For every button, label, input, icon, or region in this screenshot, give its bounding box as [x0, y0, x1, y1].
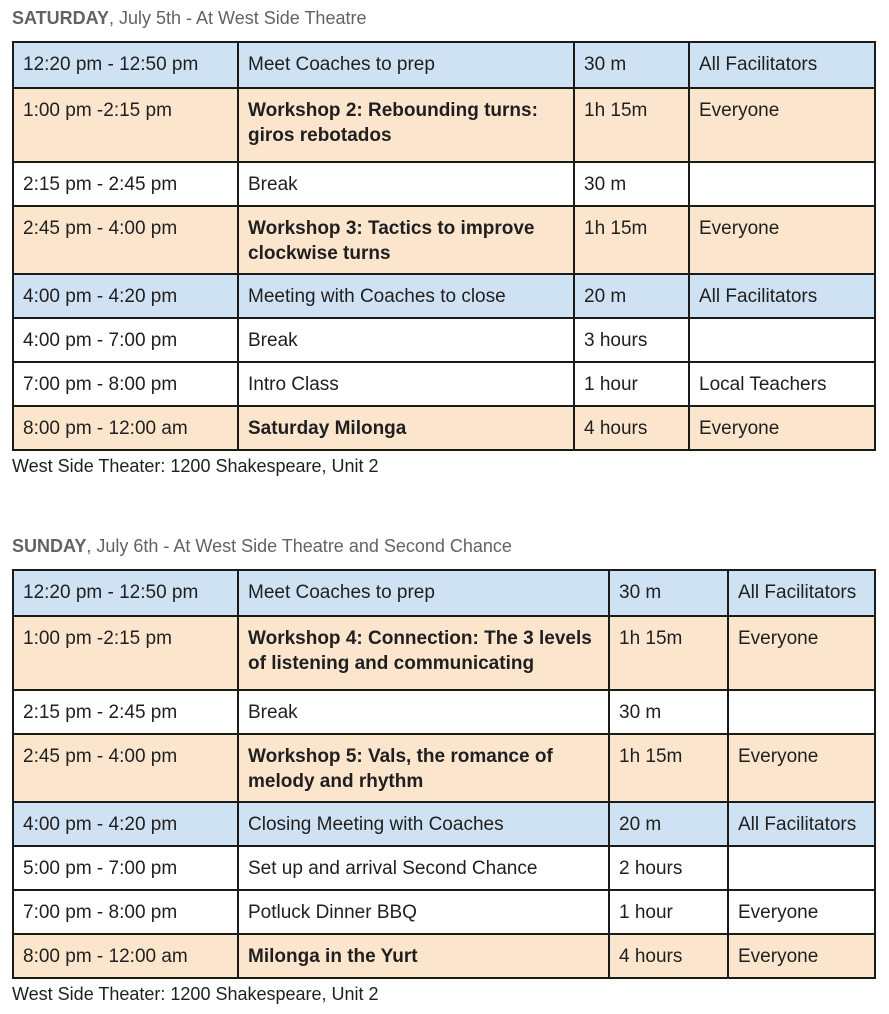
duration-cell: 20 m [609, 802, 728, 846]
audience-cell [689, 318, 875, 362]
audience-cell: Everyone [728, 734, 875, 802]
duration-cell: 30 m [574, 162, 689, 206]
time-cell: 4:00 pm - 4:20 pm [13, 802, 238, 846]
audience-cell: All Facilitators [689, 274, 875, 318]
schedule-row [13, 162, 875, 206]
sunday-heading [12, 536, 512, 557]
time-cell: 5:00 pm - 7:00 pm [13, 846, 238, 890]
duration-cell: 2 hours [609, 846, 728, 890]
audience-cell: Local Teachers [689, 362, 875, 406]
schedule-row [13, 88, 875, 162]
time-cell: 2:15 pm - 2:45 pm [13, 690, 238, 734]
duration-cell: 4 hours [609, 934, 728, 978]
time-cell: 4:00 pm - 7:00 pm [13, 318, 238, 362]
activity-cell: Set up and arrival Second Chance [238, 846, 609, 890]
audience-cell [689, 162, 875, 206]
activity-cell: Saturday Milonga [238, 406, 574, 450]
audience-cell: Everyone [689, 206, 875, 274]
schedule-row [13, 616, 875, 690]
activity-cell: Workshop 3: Tactics to improve clockwise turns [238, 206, 574, 274]
time-cell: 7:00 pm - 8:00 pm [13, 362, 238, 406]
schedule-row [13, 890, 875, 934]
schedule-row [13, 274, 875, 318]
duration-cell: 1 hour [574, 362, 689, 406]
time-cell: 8:00 pm - 12:00 am [13, 406, 238, 450]
audience-cell [728, 690, 875, 734]
audience-cell: Everyone [728, 616, 875, 690]
time-cell: 12:20 pm - 12:50 pm [13, 42, 238, 88]
time-cell: 2:45 pm - 4:00 pm [13, 206, 238, 274]
time-cell: 1:00 pm -2:15 pm [13, 616, 238, 690]
saturday-date-location: , July 5th - At West Side Theatre [109, 8, 367, 28]
schedule-row [13, 362, 875, 406]
activity-cell: Milonga in the Yurt [238, 934, 609, 978]
activity-cell: Workshop 2: Rebounding turns: giros rebotados [238, 88, 574, 162]
schedule-row [13, 802, 875, 846]
sunday-date-location: , July 6th - At West Side Theatre and Second Chance [86, 536, 512, 556]
activity-cell: Workshop 4: Connection: The 3 levels of listening and communicating [238, 616, 609, 690]
schedule-row [13, 318, 875, 362]
duration-cell: 30 m [609, 690, 728, 734]
schedule-row [13, 42, 875, 88]
activity-cell: Break [238, 690, 609, 734]
time-cell: 4:00 pm - 4:20 pm [13, 274, 238, 318]
activity-cell: Meet Coaches to prep [238, 42, 574, 88]
activity-cell: Meet Coaches to prep [238, 570, 609, 616]
activity-cell: Break [238, 318, 574, 362]
schedule-row [13, 570, 875, 616]
schedule-row [13, 934, 875, 978]
duration-cell: 1 hour [609, 890, 728, 934]
audience-cell: Everyone [689, 88, 875, 162]
audience-cell: Everyone [728, 934, 875, 978]
activity-cell: Closing Meeting with Coaches [238, 802, 609, 846]
audience-cell: All Facilitators [728, 802, 875, 846]
time-cell: 12:20 pm - 12:50 pm [13, 570, 238, 616]
time-cell: 2:45 pm - 4:00 pm [13, 734, 238, 802]
schedule-row [13, 690, 875, 734]
activity-cell: Meeting with Coaches to close [238, 274, 574, 318]
duration-cell: 30 m [609, 570, 728, 616]
sunday-venue-note: West Side Theater: 1200 Shakespeare, Unit 2 [12, 984, 379, 1004]
activity-cell: Intro Class [238, 362, 574, 406]
schedule-row [13, 406, 875, 450]
audience-cell: Everyone [689, 406, 875, 450]
audience-cell: Everyone [728, 890, 875, 934]
schedule-row [13, 734, 875, 802]
schedule-row [13, 206, 875, 274]
duration-cell: 1h 15m [574, 206, 689, 274]
duration-cell: 1h 15m [574, 88, 689, 162]
schedule-row [13, 846, 875, 890]
duration-cell: 1h 15m [609, 616, 728, 690]
duration-cell: 20 m [574, 274, 689, 318]
activity-cell: Potluck Dinner BBQ [238, 890, 609, 934]
activity-cell: Workshop 5: Vals, the romance of melody and rhythm [238, 734, 609, 802]
time-cell: 2:15 pm - 2:45 pm [13, 162, 238, 206]
duration-cell: 1h 15m [609, 734, 728, 802]
saturday-day-name: SATURDAY [12, 8, 110, 28]
activity-cell: Break [238, 162, 574, 206]
time-cell: 1:00 pm -2:15 pm [13, 88, 238, 162]
saturday-heading [12, 8, 366, 29]
sunday-day-name: SUNDAY [12, 536, 87, 556]
audience-cell: All Facilitators [728, 570, 875, 616]
time-cell: 8:00 pm - 12:00 am [13, 934, 238, 978]
audience-cell: All Facilitators [689, 42, 875, 88]
audience-cell [728, 846, 875, 890]
sunday-schedule-table [12, 569, 876, 979]
saturday-schedule-table [12, 41, 876, 451]
saturday-venue-note: West Side Theater: 1200 Shakespeare, Unit 2 [12, 456, 379, 476]
duration-cell: 4 hours [574, 406, 689, 450]
duration-cell: 30 m [574, 42, 689, 88]
time-cell: 7:00 pm - 8:00 pm [13, 890, 238, 934]
duration-cell: 3 hours [574, 318, 689, 362]
